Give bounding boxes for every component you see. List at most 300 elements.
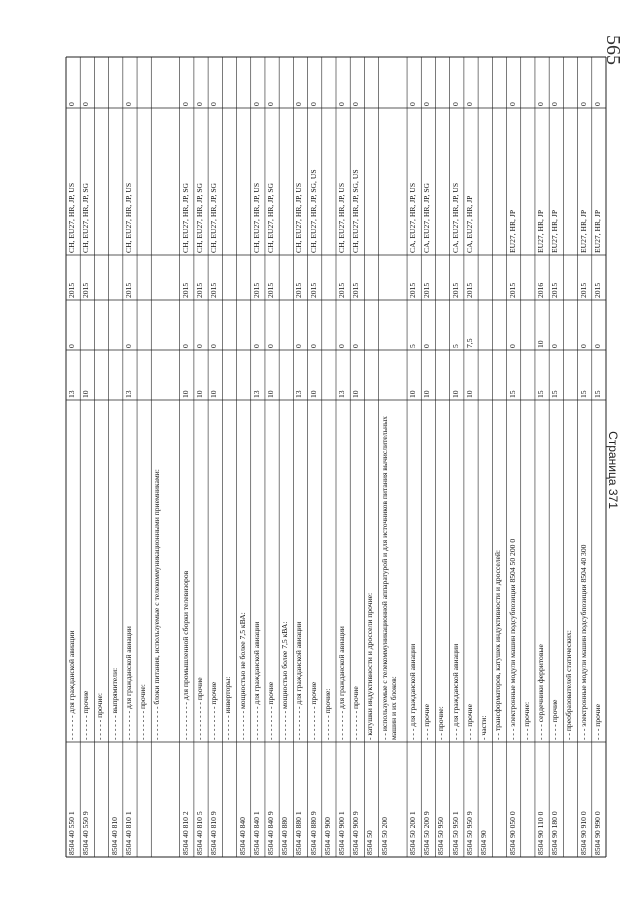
table-cell-rate2 <box>379 300 407 350</box>
table-cell-year <box>379 255 407 300</box>
table-cell-text: 8504 40 550 9 <box>81 811 91 855</box>
table-cell-text: 2015 <box>308 282 318 298</box>
table-cell-last <box>336 57 350 108</box>
table-cell-countries <box>592 108 606 255</box>
table-cell-rate <box>407 350 421 400</box>
table-cell-text: CH, EU27, HR, JP, SG <box>209 182 219 253</box>
table-cell-countries <box>251 108 265 255</box>
table-cell-rate2 <box>293 300 307 350</box>
table-cell-text: 0 <box>408 102 418 106</box>
table-cell-last <box>322 57 336 108</box>
table-cell-text: 2015 <box>67 282 76 298</box>
table-cell-code <box>151 742 179 857</box>
table-cell-code <box>208 742 222 857</box>
table-cell-text: 0 <box>123 102 133 106</box>
table-cell-year <box>137 255 151 300</box>
table-cell-text: - - - - - - - мощностью не более 7,5 кВА: <box>237 612 247 740</box>
table-cell-code <box>450 742 464 857</box>
table-cell-year <box>308 255 322 300</box>
table-cell-rate2 <box>66 300 80 350</box>
table-cell-text: 0 <box>294 102 304 106</box>
table-cell-text: 2015 <box>265 282 275 298</box>
table-cell-desc <box>94 400 108 742</box>
table-cell-year <box>450 255 464 300</box>
table-cell-desc <box>521 400 535 742</box>
table-cell-year <box>94 255 108 300</box>
table-cell-code <box>237 742 251 857</box>
table-cell-rate2 <box>208 300 222 350</box>
table-cell-last <box>549 57 563 108</box>
table-cell-text: CA, EU27, HR, JP, US <box>408 182 418 253</box>
table-cell-code <box>435 742 449 857</box>
table-cell-text: 0 <box>251 344 261 348</box>
table-cell-text: 7,5 <box>464 338 474 348</box>
table-cell-text: 0 <box>464 102 474 106</box>
table-cell-code <box>293 742 307 857</box>
table-cell-countries <box>407 108 421 255</box>
table-cell-text: 2015 <box>450 282 460 298</box>
table-cell-rate2 <box>535 300 549 350</box>
table-cell-year <box>435 255 449 300</box>
table-cell-text: 0 <box>578 102 588 106</box>
table-cell-code <box>592 742 606 857</box>
table-cell-last <box>364 57 378 108</box>
page-label: Страница 371 <box>606 431 620 509</box>
table-cell-rate <box>151 350 179 400</box>
table-cell-text: CH, EU27, HR, JP, SG <box>194 182 204 253</box>
table-cell-rate <box>208 350 222 400</box>
table-cell-text: 0 <box>337 344 346 348</box>
table-cell-text: 15 <box>550 390 560 398</box>
table-cell-rate2 <box>407 300 421 350</box>
table-cell-text: - - - - - - - для гражданской авиации <box>123 626 133 740</box>
table-cell-text: - - - - - - выпрямители: <box>109 667 119 740</box>
table-cell-countries <box>563 108 577 255</box>
table-cell-text: 2015 <box>550 282 560 298</box>
table-cell-desc <box>421 400 435 742</box>
table-cell-text: - - - для гражданской авиации <box>408 643 418 740</box>
table-cell-text: 8504 40 900 <box>322 817 332 855</box>
table-cell-text: EU27, HR, JP <box>550 209 560 253</box>
table-cell-text: 5 <box>408 344 418 348</box>
table-cell-text: 2015 <box>294 282 304 298</box>
table-cell-countries <box>222 108 236 255</box>
table-cell-text: 8504 90 110 0 <box>535 811 545 855</box>
handwritten-page-number: 565 <box>602 35 624 65</box>
table-cell-text: 0 <box>507 344 517 348</box>
table-cell-last <box>251 57 265 108</box>
table-cell-text: 0 <box>422 344 432 348</box>
table-cell-rate <box>549 350 563 400</box>
table-cell-text: - - - прочие <box>592 704 602 740</box>
table-cell-rate2 <box>421 300 435 350</box>
table-cell-text: 8504 40 840 <box>237 817 247 855</box>
table-cell-text: 8504 50 950 9 <box>464 811 474 855</box>
table-cell-desc <box>563 400 577 742</box>
table-cell-text: CA, EU27, HR, JP, SG <box>422 182 432 253</box>
table-cell-text: CH, EU27, HR, JP, US <box>123 182 133 253</box>
table-cell-text: 8504 90 180 0 <box>550 811 560 855</box>
table-cell-text: 2015 <box>592 282 602 298</box>
table-cell-text: 0 <box>180 102 190 106</box>
table-cell-rate <box>66 350 80 400</box>
table-cell-text: 13 <box>67 390 76 398</box>
table-cell-desc <box>407 400 421 742</box>
table-cell-text: - - - прочие <box>422 704 432 740</box>
table-cell-rate <box>137 350 151 400</box>
table-cell-text: - - - прочие <box>464 704 474 740</box>
table-cell-rate2 <box>279 300 293 350</box>
table-cell-code <box>578 742 592 857</box>
table-cell-year <box>293 255 307 300</box>
table-cell-year <box>322 255 336 300</box>
table-cell-code <box>379 742 407 857</box>
table-cell-countries <box>379 108 407 255</box>
table-cell-year <box>535 255 549 300</box>
table-cell-last <box>265 57 279 108</box>
table-cell-desc <box>379 400 407 742</box>
table-cell-text: 2015 <box>251 282 261 298</box>
table-cell-text: CH, EU27, HR, JP, SG <box>180 182 190 253</box>
table-cell-desc <box>464 400 478 742</box>
table-cell-last <box>308 57 322 108</box>
table-cell-last <box>521 57 535 108</box>
table-cell-text: - - - - - - - прочие: <box>138 684 148 740</box>
table-cell-code <box>336 742 350 857</box>
table-cell-text: 2015 <box>209 282 219 298</box>
table-cell-rate2 <box>336 300 350 350</box>
table-cell-text: 8504 40 900 1 <box>337 811 346 855</box>
table-cell-text: 8504 40 880 <box>280 817 290 855</box>
table-cell-text: 2015 <box>578 282 588 298</box>
table-cell-text: 8504 50 <box>365 830 375 855</box>
table-cell-code <box>350 742 364 857</box>
table-cell-rate2 <box>137 300 151 350</box>
table-cell-year <box>578 255 592 300</box>
table-cell-countries <box>492 108 506 255</box>
table-cell-year <box>336 255 350 300</box>
table-cell-text: 0 <box>507 102 517 106</box>
table-cell-rate <box>279 350 293 400</box>
table-cell-year <box>279 255 293 300</box>
table-cell-year <box>194 255 208 300</box>
table-cell-code <box>94 742 108 857</box>
table-cell-text: 8504 40 900 9 <box>351 811 361 855</box>
table-cell-countries <box>137 108 151 255</box>
table-cell-year <box>123 255 137 300</box>
table-cell-year <box>80 255 94 300</box>
table-cell-countries <box>151 108 179 255</box>
table-cell-last <box>464 57 478 108</box>
table-cell-code <box>364 742 378 857</box>
table-cell-text: - - - - - - - для гражданской авиации <box>337 626 346 740</box>
table-cell-last <box>208 57 222 108</box>
table-cell-rate <box>450 350 464 400</box>
table-cell-text: - - - - - - - - прочие <box>308 681 318 740</box>
table-cell-desc <box>137 400 151 742</box>
table-cell-text: CH, EU27, HR, JP, US <box>67 182 76 253</box>
table-cell-text: 10 <box>180 390 190 398</box>
table-cell-text: 0 <box>81 102 91 106</box>
table-cell-text: 15 <box>507 390 517 398</box>
table-cell-text: 15 <box>578 390 588 398</box>
table-cell-last <box>237 57 251 108</box>
table-cell-text: 10 <box>265 390 275 398</box>
table-cell-rate <box>237 350 251 400</box>
table-cell-text: 8504 40 810 5 <box>194 811 204 855</box>
table-cell-countries <box>450 108 464 255</box>
table-cell-text: 0 <box>67 344 76 348</box>
table-cell-rate <box>350 350 364 400</box>
table-cell-text: - - - - - - - - - для промышленной сборки телевизоров <box>180 570 190 740</box>
table-cell-countries <box>208 108 222 255</box>
table-cell-text: - - - электронные модули машин подсубпозиции 8504 50 200 0 <box>507 538 517 740</box>
table-cell-rate2 <box>80 300 94 350</box>
table-cell-desc <box>322 400 336 742</box>
table-cell-text: 8504 50 200 9 <box>422 811 432 855</box>
table-cell-rate <box>578 350 592 400</box>
table-cell-desc <box>450 400 464 742</box>
table-cell-desc <box>66 400 80 742</box>
table-cell-rate2 <box>563 300 577 350</box>
table-cell-rate2 <box>521 300 535 350</box>
table-cell-last <box>407 57 421 108</box>
table-cell-desc <box>364 400 378 742</box>
table-cell-text: CH, EU27, HR, JP, SG, US <box>308 169 318 253</box>
table-cell-desc <box>293 400 307 742</box>
table-cell-text: - - - - - - - - для гражданской авиации <box>251 621 261 740</box>
table-cell-text: - - - - - - - прочие <box>351 686 361 740</box>
table-cell-text: - - - - - - - - прочие <box>265 681 275 740</box>
table-cell-text: CH, EU27, HR, JP, SG <box>265 182 275 253</box>
table-cell-code <box>137 742 151 857</box>
table-cell-text: CH, EU27, HR, JP, US <box>251 182 261 253</box>
table-cell-last <box>535 57 549 108</box>
table-cell-rate <box>293 350 307 400</box>
table-cell-countries <box>535 108 549 255</box>
table-cell-text: - - - прочие: <box>521 701 531 740</box>
table-cell-text: - - - - сердечники ферритовые <box>535 644 545 740</box>
table-cell-desc <box>507 400 521 742</box>
table-cell-text: CH, EU27, HR, JP, US <box>337 182 346 253</box>
table-cell-rate2 <box>237 300 251 350</box>
table-cell-rate <box>435 350 449 400</box>
table-cell-last <box>194 57 208 108</box>
table-cell-rate <box>563 350 577 400</box>
table-cell-countries <box>578 108 592 255</box>
table-cell-rate <box>464 350 478 400</box>
table-cell-countries <box>364 108 378 255</box>
table-cell-rate <box>94 350 108 400</box>
table-cell-code <box>123 742 137 857</box>
table-cell-text: 2015 <box>194 282 204 298</box>
table-cell-text: 5 <box>450 344 460 348</box>
table-cell-code <box>507 742 521 857</box>
table-cell-last <box>293 57 307 108</box>
table-cell-text: - - - - - прочие: <box>95 693 105 740</box>
table-cell-rate2 <box>222 300 236 350</box>
table-cell-year <box>208 255 222 300</box>
table-cell-last <box>435 57 449 108</box>
table-cell-countries <box>265 108 279 255</box>
table-cell-year <box>464 255 478 300</box>
table-cell-rate <box>308 350 322 400</box>
table-cell-countries <box>421 108 435 255</box>
table-cell-year <box>592 255 606 300</box>
table-cell-text: 13 <box>294 390 304 398</box>
table-cell-rate <box>265 350 279 400</box>
table-cell-text: 10 <box>464 390 474 398</box>
table-cell-rate2 <box>180 300 194 350</box>
table-cell-text: 2015 <box>337 282 346 298</box>
table-cell-last <box>450 57 464 108</box>
table-cell-text: 8504 40 810 9 <box>209 811 219 855</box>
table-cell-year <box>407 255 421 300</box>
table-cell-rate2 <box>322 300 336 350</box>
table-cell-code <box>194 742 208 857</box>
table-cell-rate <box>109 350 123 400</box>
table-cell-countries <box>521 108 535 255</box>
table-cell-rate2 <box>308 300 322 350</box>
table-cell-year <box>237 255 251 300</box>
table-cell-text: 0 <box>550 344 560 348</box>
table-cell-year <box>265 255 279 300</box>
table-cell-text: EU27, HR, JP <box>592 209 602 253</box>
table-cell-rate2 <box>364 300 378 350</box>
table-cell-text: 10 <box>351 390 361 398</box>
table-cell-text: 10 <box>194 390 204 398</box>
table-cell-countries <box>180 108 194 255</box>
table-cell-text: 0 <box>251 102 261 106</box>
table-cell-year <box>563 255 577 300</box>
table-cell-year <box>478 255 492 300</box>
table-cell-last <box>421 57 435 108</box>
table-cell-text: 2015 <box>81 282 91 298</box>
table-cell-desc <box>478 400 492 742</box>
table-cell-desc <box>549 400 563 742</box>
table-cell-rate <box>421 350 435 400</box>
table-cell-desc <box>279 400 293 742</box>
table-cell-year <box>350 255 364 300</box>
table-cell-text: 8504 50 950 <box>436 817 446 855</box>
table-cell-text: 0 <box>265 102 275 106</box>
table-cell-year <box>421 255 435 300</box>
table-cell-text: EU27, HR, JP <box>535 209 545 253</box>
table-cell-rate2 <box>123 300 137 350</box>
table-cell-countries <box>435 108 449 255</box>
table-cell-rate <box>507 350 521 400</box>
table-cell-desc <box>336 400 350 742</box>
table-cell-rate <box>194 350 208 400</box>
table-cell-text: 10 <box>535 340 545 348</box>
table-cell-last <box>109 57 123 108</box>
table-cell-rate2 <box>507 300 521 350</box>
table-cell-rate2 <box>151 300 179 350</box>
table-cell-last <box>180 57 194 108</box>
table-cell-text: 0 <box>67 102 76 106</box>
table-cell-text: 2016 <box>535 282 545 298</box>
table-cell-desc <box>435 400 449 742</box>
table-cell-text: - - - - - - для гражданской авиации <box>67 630 76 740</box>
table-cell-code <box>109 742 123 857</box>
table-cell-rate2 <box>492 300 506 350</box>
table-cell-text: - - - - - - прочие: <box>322 688 332 740</box>
table-cell-countries <box>66 108 80 255</box>
table-cell-last <box>492 57 506 108</box>
table-cell-text: 0 <box>550 102 560 106</box>
table-cell-code <box>308 742 322 857</box>
table-cell-year <box>549 255 563 300</box>
table-cell-rate <box>80 350 94 400</box>
table-cell-text: 0 <box>422 102 432 106</box>
table-cell-text: 8504 40 840 9 <box>265 811 275 855</box>
table-cell-rate <box>222 350 236 400</box>
table-cell-text: 10 <box>209 390 219 398</box>
table-cell-text: 13 <box>251 390 261 398</box>
table-cell-countries <box>237 108 251 255</box>
table-cell-text: 0 <box>578 344 588 348</box>
table-cell-text: 0 <box>337 102 346 106</box>
table-cell-text: 0 <box>351 344 361 348</box>
table-cell-text: 2015 <box>180 282 190 298</box>
table-cell-text: EU27, HR, JP <box>507 209 517 253</box>
table-cell-desc <box>123 400 137 742</box>
table-cell-text: 8504 40 880 1 <box>294 811 304 855</box>
table-cell-year <box>66 255 80 300</box>
table-cell-text: 15 <box>592 390 602 398</box>
table-cell-rate <box>535 350 549 400</box>
table-cell-text: 10 <box>81 390 91 398</box>
table-cell-rate <box>521 350 535 400</box>
table-cell-desc <box>208 400 222 742</box>
table-cell-code <box>407 742 421 857</box>
table-cell-text: 8504 50 200 <box>379 817 389 855</box>
table-cell-rate2 <box>194 300 208 350</box>
table-cell-text: 8504 90 <box>479 830 489 855</box>
table-cell-text: 0 <box>592 102 602 106</box>
table-cell-desc <box>535 400 549 742</box>
table-cell-rate <box>322 350 336 400</box>
table-cell-desc <box>265 400 279 742</box>
table-cell-code <box>535 742 549 857</box>
table-cell-countries <box>293 108 307 255</box>
table-cell-last <box>151 57 179 108</box>
table-cell-desc <box>180 400 194 742</box>
table-cell-text: - катушки индуктивности и дроссели прочие: <box>365 592 375 740</box>
table-cell-text: EU27, HR, JP <box>578 209 588 253</box>
table-cell-rate2 <box>464 300 478 350</box>
table-cell-rate2 <box>265 300 279 350</box>
table-cell-text: - - используемые с телекоммуникационной аппаратурой и для источников питания вычислительных машин и их блоков: <box>379 416 398 740</box>
table-cell-text: 13 <box>123 390 133 398</box>
table-cell-desc <box>222 400 236 742</box>
table-cell-text: 0 <box>450 102 460 106</box>
table-cell-rate <box>123 350 137 400</box>
table-cell-text: 0 <box>308 102 318 106</box>
table-cell-rate2 <box>109 300 123 350</box>
table-cell-countries <box>279 108 293 255</box>
table-cell-text: 8504 90 050 0 <box>507 811 517 855</box>
table-cell-last <box>80 57 94 108</box>
table-cell-text: - - - электронные модули машин подсубпозиции 8504 40 300 <box>578 544 588 740</box>
table-cell-countries <box>322 108 336 255</box>
table-cell-code <box>521 742 535 857</box>
table-cell-code <box>180 742 194 857</box>
table-cell-text: 2015 <box>422 282 432 298</box>
table-cell-desc <box>578 400 592 742</box>
table-cell-countries <box>478 108 492 255</box>
table-cell-rate <box>251 350 265 400</box>
